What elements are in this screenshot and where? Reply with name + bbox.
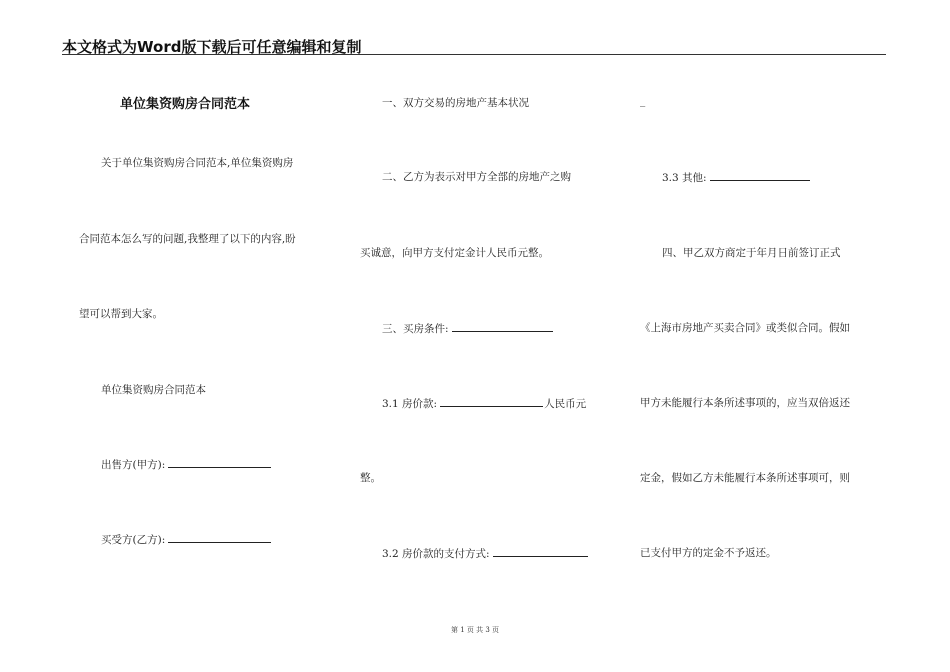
clause-3 <box>382 320 553 336</box>
buyer-label: 买受方(乙方): <box>101 534 166 546</box>
clause-3-1 <box>382 395 586 411</box>
clause-3-2-label: 3.2 房价款的支付方式: <box>382 548 490 560</box>
clause-3-1-suffix: 人民币元 <box>544 398 587 410</box>
clause-3-3-label: 3.3 其他: <box>662 172 707 184</box>
clause-3-3 <box>662 169 810 185</box>
clause-1: 一、双方交易的房地产基本状况 <box>382 97 529 109</box>
clause-4-line-3: 甲方未能履行本条所述事项的，应当双倍返还 <box>640 397 850 409</box>
intro-line-1: 关于单位集资购房合同范本,单位集资购房 <box>101 157 294 169</box>
seller-blank <box>168 456 271 468</box>
intro-line-2: 合同范本怎么写的问题,我整理了以下的内容,盼 <box>79 233 296 245</box>
buyer-blank <box>168 531 271 543</box>
continuation-dash: _ <box>640 95 646 107</box>
clause-4-line-5: 已支付甲方的定金不予返还。 <box>640 547 777 559</box>
clause-4-line-1: 四、甲乙双方商定于年月日前签订正式 <box>662 247 841 259</box>
clause-3-3-blank <box>710 169 810 181</box>
clause-4-line-2: 《上海市房地产买卖合同》或类似合同。假如 <box>640 322 850 334</box>
clause-3-label: 三、买房条件: <box>382 323 449 335</box>
clause-3-1-end: 整。 <box>360 472 381 484</box>
clause-3-1-blank <box>440 395 543 407</box>
document-header-title: 本文格式为Word版下载后可任意编辑和复制 <box>62 38 362 56</box>
clause-2-line-2: 买诚意，向甲方支付定金计人民币元整。 <box>360 247 549 259</box>
clause-3-1-label: 3.1 房价款: <box>382 398 438 410</box>
header-divider <box>62 54 886 55</box>
document-title: 单位集资购房合同范本 <box>120 97 251 112</box>
clause-3-2-blank <box>493 545 588 557</box>
clause-3-blank <box>452 320 553 332</box>
clause-4-line-4: 定金，假如乙方未能履行本条所述事项可，则 <box>640 472 850 484</box>
clause-2-line-1: 二、乙方为表示对甲方全部的房地产之购 <box>382 171 571 183</box>
page-number: 第 1 页 共 3 页 <box>450 626 500 634</box>
buyer-field <box>101 531 271 547</box>
section-subtitle: 单位集资购房合同范本 <box>101 384 206 396</box>
intro-line-3: 望可以帮到大家。 <box>79 308 163 320</box>
seller-field <box>101 456 271 472</box>
seller-label: 出售方(甲方): <box>101 459 166 471</box>
clause-3-2 <box>382 545 588 561</box>
